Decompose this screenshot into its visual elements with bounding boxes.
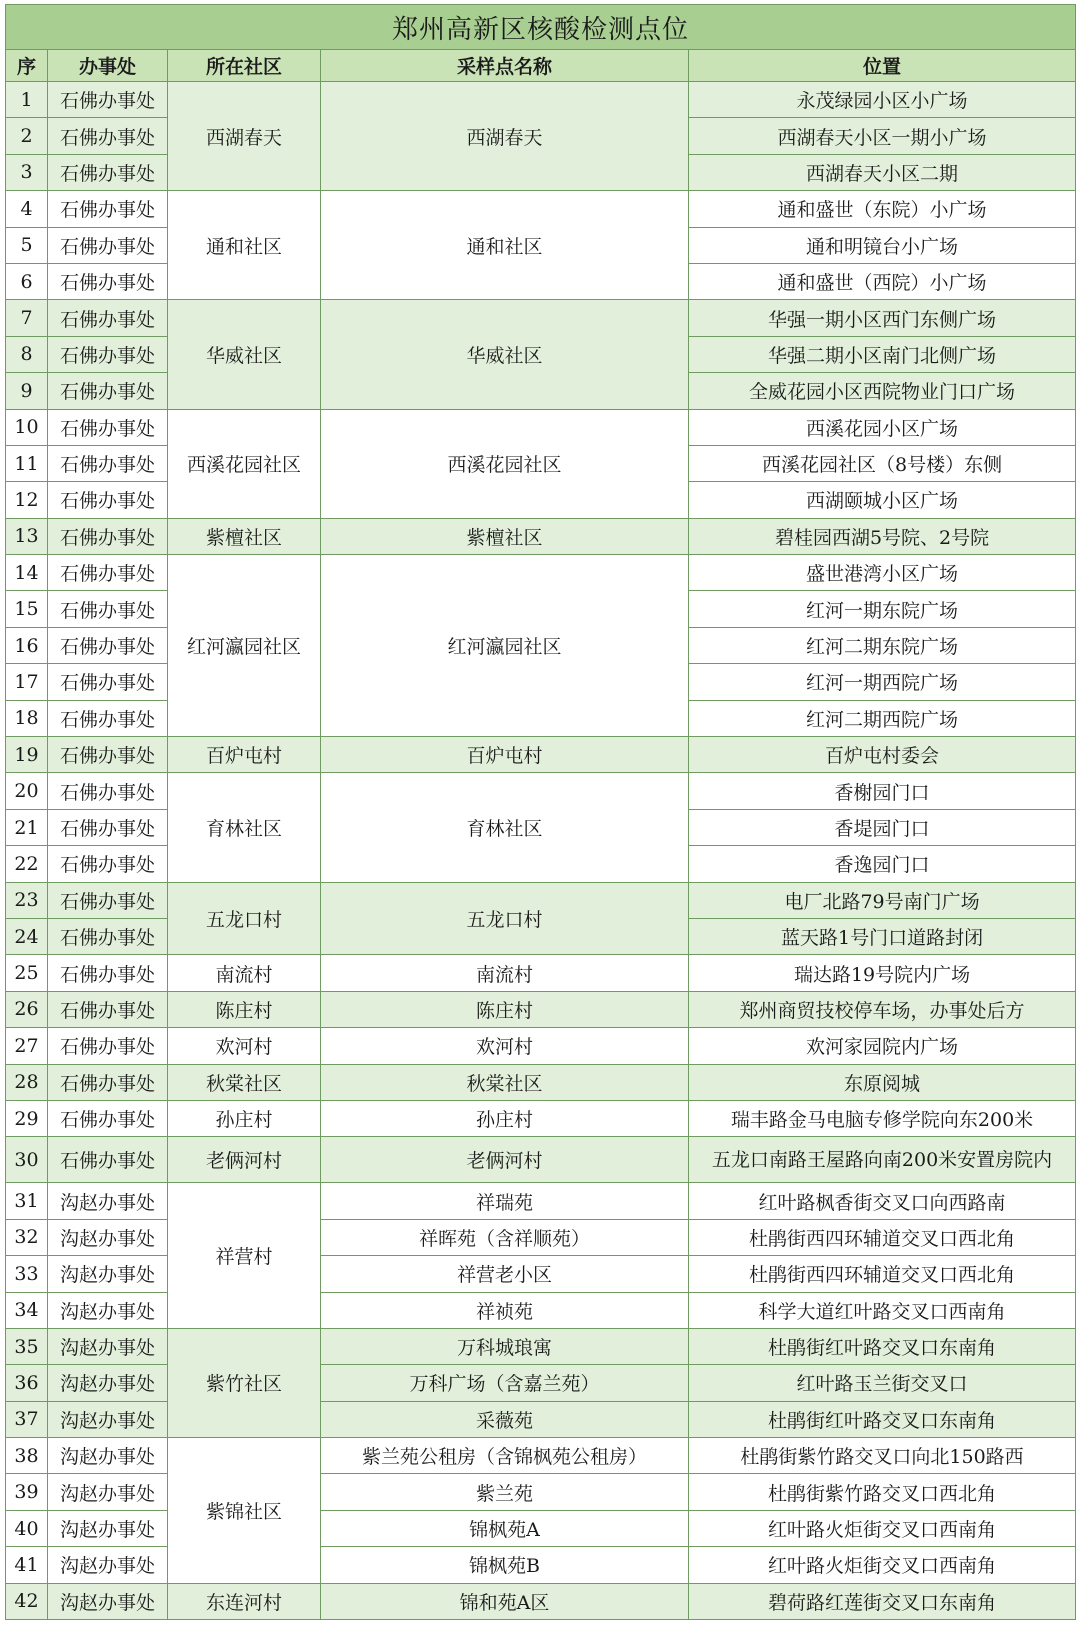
office-cell: 石佛办事处: [48, 118, 168, 154]
community-cell: 南流村: [168, 955, 321, 991]
table-row: [6, 1583, 1076, 1619]
office-cell: 沟赵办事处: [48, 1365, 168, 1401]
table-row: [6, 300, 1076, 336]
location-cell: 红河二期西院广场: [689, 700, 1076, 736]
location-cell: 电厂北路79号南门广场: [689, 882, 1076, 918]
row-number: 3: [6, 154, 48, 190]
table-title: 郑州高新区核酸检测点位: [6, 5, 1076, 50]
community-cell: 祥营村: [168, 1183, 321, 1329]
row-number: 27: [6, 1028, 48, 1064]
location-cell: 西湖春天小区一期小广场: [689, 118, 1076, 154]
office-cell: 沟赵办事处: [48, 1401, 168, 1437]
site-name-cell: 锦枫苑B: [321, 1547, 689, 1583]
table-row: [6, 409, 1076, 445]
location-cell: 香逸园门口: [689, 846, 1076, 882]
location-cell: 杜鹃街红叶路交叉口东南角: [689, 1328, 1076, 1364]
row-number: 11: [6, 445, 48, 481]
office-cell: 石佛办事处: [48, 627, 168, 663]
row-number: 4: [6, 191, 48, 227]
office-cell: 石佛办事处: [48, 482, 168, 518]
office-cell: 石佛办事处: [48, 82, 168, 118]
location-cell: 五龙口南路王屋路向南200米安置房院内: [689, 1137, 1076, 1183]
site-name-cell: 锦和苑A区: [321, 1583, 689, 1619]
community-cell: 孙庄村: [168, 1100, 321, 1136]
office-cell: 石佛办事处: [48, 336, 168, 372]
location-cell: 科学大道红叶路交叉口西南角: [689, 1292, 1076, 1328]
office-cell: 石佛办事处: [48, 1100, 168, 1136]
office-cell: 石佛办事处: [48, 700, 168, 736]
row-number: 38: [6, 1438, 48, 1474]
table-row: [6, 1256, 1076, 1292]
office-cell: 石佛办事处: [48, 1064, 168, 1100]
office-cell: 石佛办事处: [48, 991, 168, 1027]
row-number: 39: [6, 1474, 48, 1510]
office-cell: 石佛办事处: [48, 263, 168, 299]
table-row: [6, 1183, 1076, 1219]
table-row: [6, 1401, 1076, 1437]
office-cell: 沟赵办事处: [48, 1328, 168, 1364]
location-cell: 红叶路玉兰街交叉口: [689, 1365, 1076, 1401]
row-number: 13: [6, 518, 48, 554]
location-cell: 香堤园门口: [689, 809, 1076, 845]
table-row: [6, 955, 1076, 991]
row-number: 8: [6, 336, 48, 372]
community-cell: 红河瀛园社区: [168, 555, 321, 737]
office-cell: 石佛办事处: [48, 300, 168, 336]
table-row: [6, 555, 1076, 591]
table-row: [6, 991, 1076, 1027]
community-cell: 秋棠社区: [168, 1064, 321, 1100]
table-row: [6, 518, 1076, 554]
site-name-cell: 祥营老小区: [321, 1256, 689, 1292]
testing-sites-table: [5, 4, 1076, 1620]
table-row: [6, 1365, 1076, 1401]
location-cell: 杜鹃街西四环辅道交叉口西北角: [689, 1256, 1076, 1292]
location-cell: 红叶路火炬街交叉口西南角: [689, 1547, 1076, 1583]
site-name-cell: 红河瀛园社区: [321, 555, 689, 737]
location-cell: 瑞达路19号院内广场: [689, 955, 1076, 991]
office-cell: 石佛办事处: [48, 591, 168, 627]
site-name-cell: 通和社区: [321, 191, 689, 300]
location-cell: 百炉屯村委会: [689, 737, 1076, 773]
site-name-cell: 陈庄村: [321, 991, 689, 1027]
site-name-cell: 祥瑞苑: [321, 1183, 689, 1219]
table-row: [6, 1474, 1076, 1510]
location-cell: 盛世港湾小区广场: [689, 555, 1076, 591]
location-cell: 红河一期西院广场: [689, 664, 1076, 700]
row-number: 19: [6, 737, 48, 773]
community-cell: 西湖春天: [168, 82, 321, 191]
office-cell: 石佛办事处: [48, 955, 168, 991]
site-name-cell: 祥祯苑: [321, 1292, 689, 1328]
row-number: 31: [6, 1183, 48, 1219]
location-cell: 通和盛世（东院）小广场: [689, 191, 1076, 227]
location-cell: 西湖颐城小区广场: [689, 482, 1076, 518]
row-number: 18: [6, 700, 48, 736]
row-number: 37: [6, 1401, 48, 1437]
row-number: 17: [6, 664, 48, 700]
office-cell: 石佛办事处: [48, 227, 168, 263]
row-number: 34: [6, 1292, 48, 1328]
office-cell: 石佛办事处: [48, 846, 168, 882]
row-number: 41: [6, 1547, 48, 1583]
office-cell: 石佛办事处: [48, 1028, 168, 1064]
office-cell: 石佛办事处: [48, 518, 168, 554]
site-name-cell: 育林社区: [321, 773, 689, 882]
office-cell: 沟赵办事处: [48, 1583, 168, 1619]
community-cell: 东连河村: [168, 1583, 321, 1619]
community-cell: 欢河村: [168, 1028, 321, 1064]
location-cell: 通和盛世（西院）小广场: [689, 263, 1076, 299]
location-cell: 杜鹃街紫竹路交叉口向北150路西: [689, 1438, 1076, 1474]
community-cell: 华威社区: [168, 300, 321, 409]
office-cell: 石佛办事处: [48, 373, 168, 409]
location-cell: 红叶路枫香街交叉口向西路南: [689, 1183, 1076, 1219]
table-row: [6, 1219, 1076, 1255]
row-number: 33: [6, 1256, 48, 1292]
office-cell: 沟赵办事处: [48, 1510, 168, 1546]
location-cell: 杜鹃街紫竹路交叉口西北角: [689, 1474, 1076, 1510]
site-name-cell: 老俩河村: [321, 1137, 689, 1183]
table-row: [6, 773, 1076, 809]
site-name-cell: 紫檀社区: [321, 518, 689, 554]
site-name-cell: 锦枫苑A: [321, 1510, 689, 1546]
location-cell: 永茂绿园小区小广场: [689, 82, 1076, 118]
office-cell: 沟赵办事处: [48, 1547, 168, 1583]
office-cell: 石佛办事处: [48, 1137, 168, 1183]
row-number: 15: [6, 591, 48, 627]
location-cell: 碧桂园西湖5号院、2号院: [689, 518, 1076, 554]
site-name-cell: 紫兰苑: [321, 1474, 689, 1510]
site-name-cell: 万科广场（含嘉兰苑）: [321, 1365, 689, 1401]
office-cell: 石佛办事处: [48, 882, 168, 918]
table-row: [6, 882, 1076, 918]
site-name-cell: 祥晖苑（含祥顺苑）: [321, 1219, 689, 1255]
office-cell: 石佛办事处: [48, 737, 168, 773]
site-name-cell: 秋棠社区: [321, 1064, 689, 1100]
row-number: 35: [6, 1328, 48, 1364]
office-cell: 石佛办事处: [48, 154, 168, 190]
row-number: 25: [6, 955, 48, 991]
table-row: [6, 1064, 1076, 1100]
row-number: 16: [6, 627, 48, 663]
row-number: 10: [6, 409, 48, 445]
office-cell: 沟赵办事处: [48, 1438, 168, 1474]
table-row: [6, 1100, 1076, 1136]
row-number: 32: [6, 1219, 48, 1255]
table-row: [6, 1547, 1076, 1583]
row-number: 21: [6, 809, 48, 845]
row-number: 22: [6, 846, 48, 882]
header-office: 办事处: [48, 50, 168, 82]
row-number: 7: [6, 300, 48, 336]
location-cell: 杜鹃街红叶路交叉口东南角: [689, 1401, 1076, 1437]
location-cell: 欢河家园院内广场: [689, 1028, 1076, 1064]
office-cell: 沟赵办事处: [48, 1256, 168, 1292]
site-name-cell: 西溪花园社区: [321, 409, 689, 518]
header-site-name: 采样点名称: [321, 50, 689, 82]
office-cell: 石佛办事处: [48, 409, 168, 445]
office-cell: 石佛办事处: [48, 191, 168, 227]
community-cell: 紫竹社区: [168, 1328, 321, 1437]
office-cell: 沟赵办事处: [48, 1474, 168, 1510]
row-number: 1: [6, 82, 48, 118]
row-number: 30: [6, 1137, 48, 1183]
header-community: 所在社区: [168, 50, 321, 82]
location-cell: 华强二期小区南门北侧广场: [689, 336, 1076, 372]
community-cell: 老俩河村: [168, 1137, 321, 1183]
row-number: 26: [6, 991, 48, 1027]
office-cell: 石佛办事处: [48, 918, 168, 954]
table-row: [6, 1328, 1076, 1364]
location-cell: 华强一期小区西门东侧广场: [689, 300, 1076, 336]
community-cell: 育林社区: [168, 773, 321, 882]
site-name-cell: 万科城琅寓: [321, 1328, 689, 1364]
location-cell: 碧荷路红莲街交叉口东南角: [689, 1583, 1076, 1619]
location-cell: 杜鹃街西四环辅道交叉口西北角: [689, 1219, 1076, 1255]
row-number: 20: [6, 773, 48, 809]
site-name-cell: 孙庄村: [321, 1100, 689, 1136]
location-cell: 全威花园小区西院物业门口广场: [689, 373, 1076, 409]
site-name-cell: 紫兰苑公租房（含锦枫苑公租房）: [321, 1438, 689, 1474]
row-number: 12: [6, 482, 48, 518]
row-number: 23: [6, 882, 48, 918]
location-cell: 郑州商贸技校停车场，办事处后方: [689, 991, 1076, 1027]
community-cell: 陈庄村: [168, 991, 321, 1027]
row-number: 6: [6, 263, 48, 299]
row-number: 28: [6, 1064, 48, 1100]
table-row: [6, 737, 1076, 773]
row-number: 42: [6, 1583, 48, 1619]
row-number: 36: [6, 1365, 48, 1401]
location-cell: 西溪花园小区广场: [689, 409, 1076, 445]
row-number: 24: [6, 918, 48, 954]
site-name-cell: 欢河村: [321, 1028, 689, 1064]
office-cell: 石佛办事处: [48, 773, 168, 809]
community-cell: 紫檀社区: [168, 518, 321, 554]
office-cell: 沟赵办事处: [48, 1292, 168, 1328]
site-name-cell: 西湖春天: [321, 82, 689, 191]
testing-sites-sheet: [5, 4, 1075, 1620]
community-cell: 西溪花园社区: [168, 409, 321, 518]
row-number: 9: [6, 373, 48, 409]
table-row: [6, 1028, 1076, 1064]
table-row: [6, 1438, 1076, 1474]
table-body: [6, 82, 1076, 1620]
row-number: 29: [6, 1100, 48, 1136]
location-cell: 西溪花园社区（8号楼）东侧: [689, 445, 1076, 481]
office-cell: 沟赵办事处: [48, 1183, 168, 1219]
site-name-cell: 五龙口村: [321, 882, 689, 955]
office-cell: 石佛办事处: [48, 809, 168, 845]
row-number: 14: [6, 555, 48, 591]
location-cell: 红河二期东院广场: [689, 627, 1076, 663]
header-no: 序: [6, 50, 48, 82]
office-cell: 石佛办事处: [48, 555, 168, 591]
table-row: [6, 82, 1076, 118]
table-row: [6, 1292, 1076, 1328]
location-cell: 东原阅城: [689, 1064, 1076, 1100]
community-cell: 五龙口村: [168, 882, 321, 955]
location-cell: 红河一期东院广场: [689, 591, 1076, 627]
location-cell: 通和明镜台小广场: [689, 227, 1076, 263]
community-cell: 通和社区: [168, 191, 321, 300]
site-name-cell: 采薇苑: [321, 1401, 689, 1437]
location-cell: 西湖春天小区二期: [689, 154, 1076, 190]
site-name-cell: 百炉屯村: [321, 737, 689, 773]
location-cell: 蓝天路1号门口道路封闭: [689, 918, 1076, 954]
header-location: 位置: [689, 50, 1076, 82]
location-cell: 红叶路火炬街交叉口西南角: [689, 1510, 1076, 1546]
row-number: 40: [6, 1510, 48, 1546]
office-cell: 沟赵办事处: [48, 1219, 168, 1255]
site-name-cell: 华威社区: [321, 300, 689, 409]
office-cell: 石佛办事处: [48, 664, 168, 700]
office-cell: 石佛办事处: [48, 445, 168, 481]
row-number: 5: [6, 227, 48, 263]
location-cell: 香榭园门口: [689, 773, 1076, 809]
community-cell: 百炉屯村: [168, 737, 321, 773]
community-cell: 紫锦社区: [168, 1438, 321, 1584]
table-row: [6, 1137, 1076, 1183]
site-name-cell: 南流村: [321, 955, 689, 991]
location-cell: 瑞丰路金马电脑专修学院向东200米: [689, 1100, 1076, 1136]
table-row: [6, 191, 1076, 227]
table-row: [6, 1510, 1076, 1546]
row-number: 2: [6, 118, 48, 154]
